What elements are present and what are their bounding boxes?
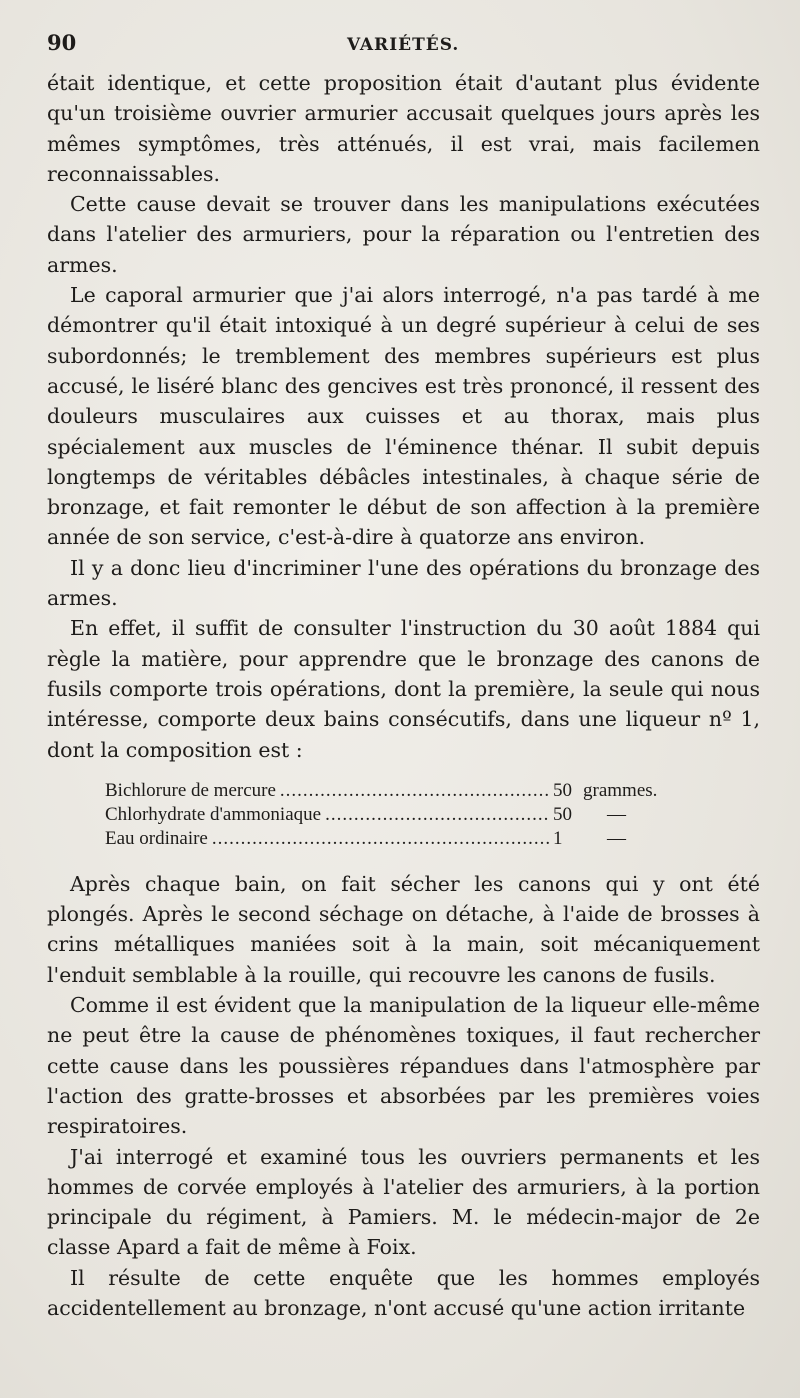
page-number: 90 (47, 30, 77, 55)
page-header (47, 30, 760, 68)
paragraph: Il résulte de cette enquête que les hommes employés accidentellement au bronzage, n'ont accusé qu'une action irritante (47, 1265, 760, 1320)
body-text (47, 68, 760, 1323)
recipe-row (105, 803, 688, 827)
paragraph: Il y a donc lieu d'incriminer l'une des opérations du bronzage des armes. (47, 555, 760, 611)
dot-leader (325, 803, 549, 827)
paragraph: Le caporal armurier que j'ai alors interrogé, n'a pas tardé à me démontrer qu'il était intoxiqué à un degré supérieur à celui de ses subordonnés; le tremblement des membres supérieurs est plus accusé, le liséré blanc des gencives est très prononcé, il ressent des douleurs musculaires aux cuisses et au thorax, mais plus spécialement aux muscles de l'éminence thénar. Il subit depuis longtemps de véritables débâcles intestinales, à chaque série de bronzage, et fait remonter le début de son affection à la première année de son service, c'est-à-dire à quatorze ans environ. (47, 283, 760, 550)
ingredient-quantity: 50 (553, 779, 572, 801)
dot-leader (212, 827, 549, 851)
paragraph: J'ai interrogé et examiné tous les ouvriers permanents et les hommes de corvée employés à l'atelier des armuriers, à la portion principale du régiment, à Pamiers. M. le médecin-major de 2e classe Apard a fait de même à Foix. (47, 1144, 760, 1260)
paragraph: était identique, et cette proposition était d'autant plus évidente qu'un troisième ouvrier armurier accusait quelques jours après les mêmes symptômes, très atténués, il est vrai, mais facilemen reconnaissables. (47, 71, 760, 186)
ingredient-name: Eau ordinaire (105, 827, 208, 849)
running-title: VARIÉTÉS. (347, 35, 460, 55)
recipe-row (105, 779, 688, 803)
recipe-row (105, 827, 688, 851)
paragraph: Cette cause devait se trouver dans les manipulations exécutées dans l'atelier des armuriers, pour la réparation ou l'entretien des armes. (47, 192, 760, 277)
paragraph: En effet, il suffit de consulter l'instruction du 30 août 1884 qui règle la matière, pour apprendre que le bronzage des canons de fusils comporte trois opérations, dont la première, la seule qui nous intéresse, comporte deux bains consécutifs, dans une liqueur nº 1, dont la composition est : (47, 616, 760, 762)
ingredient-quantity: 1 (553, 827, 563, 849)
ingredient-quantity: 50 (553, 803, 572, 825)
ingredient-unit: — (607, 827, 626, 849)
ingredient-unit: grammes. (583, 779, 658, 801)
ingredient-unit: — (607, 803, 626, 825)
recipe-table (105, 779, 688, 851)
paragraph: Comme il est évident que la manipulation de la liqueur elle-même ne peut être la cause de phénomènes toxiques, il faut rechercher cette cause dans les poussières répandues dans l'atmosphère par l'action des gratte-brosses et absorbées par les premières voies respiratoires. (47, 993, 760, 1139)
ingredient-name: Bichlorure de mercure (105, 779, 276, 801)
paragraph: Après chaque bain, on fait sécher les canons qui y ont été plongés. Après le second séchage on détache, à l'aide de brosses à crins métalliques maniées soit à la main, soit mécaniquement l'enduit semblable à la rouille, qui recouvre les canons de fusils. (47, 871, 760, 987)
dot-leader (280, 779, 549, 803)
ingredient-name: Chlorhydrate d'ammoniaque (105, 803, 322, 825)
